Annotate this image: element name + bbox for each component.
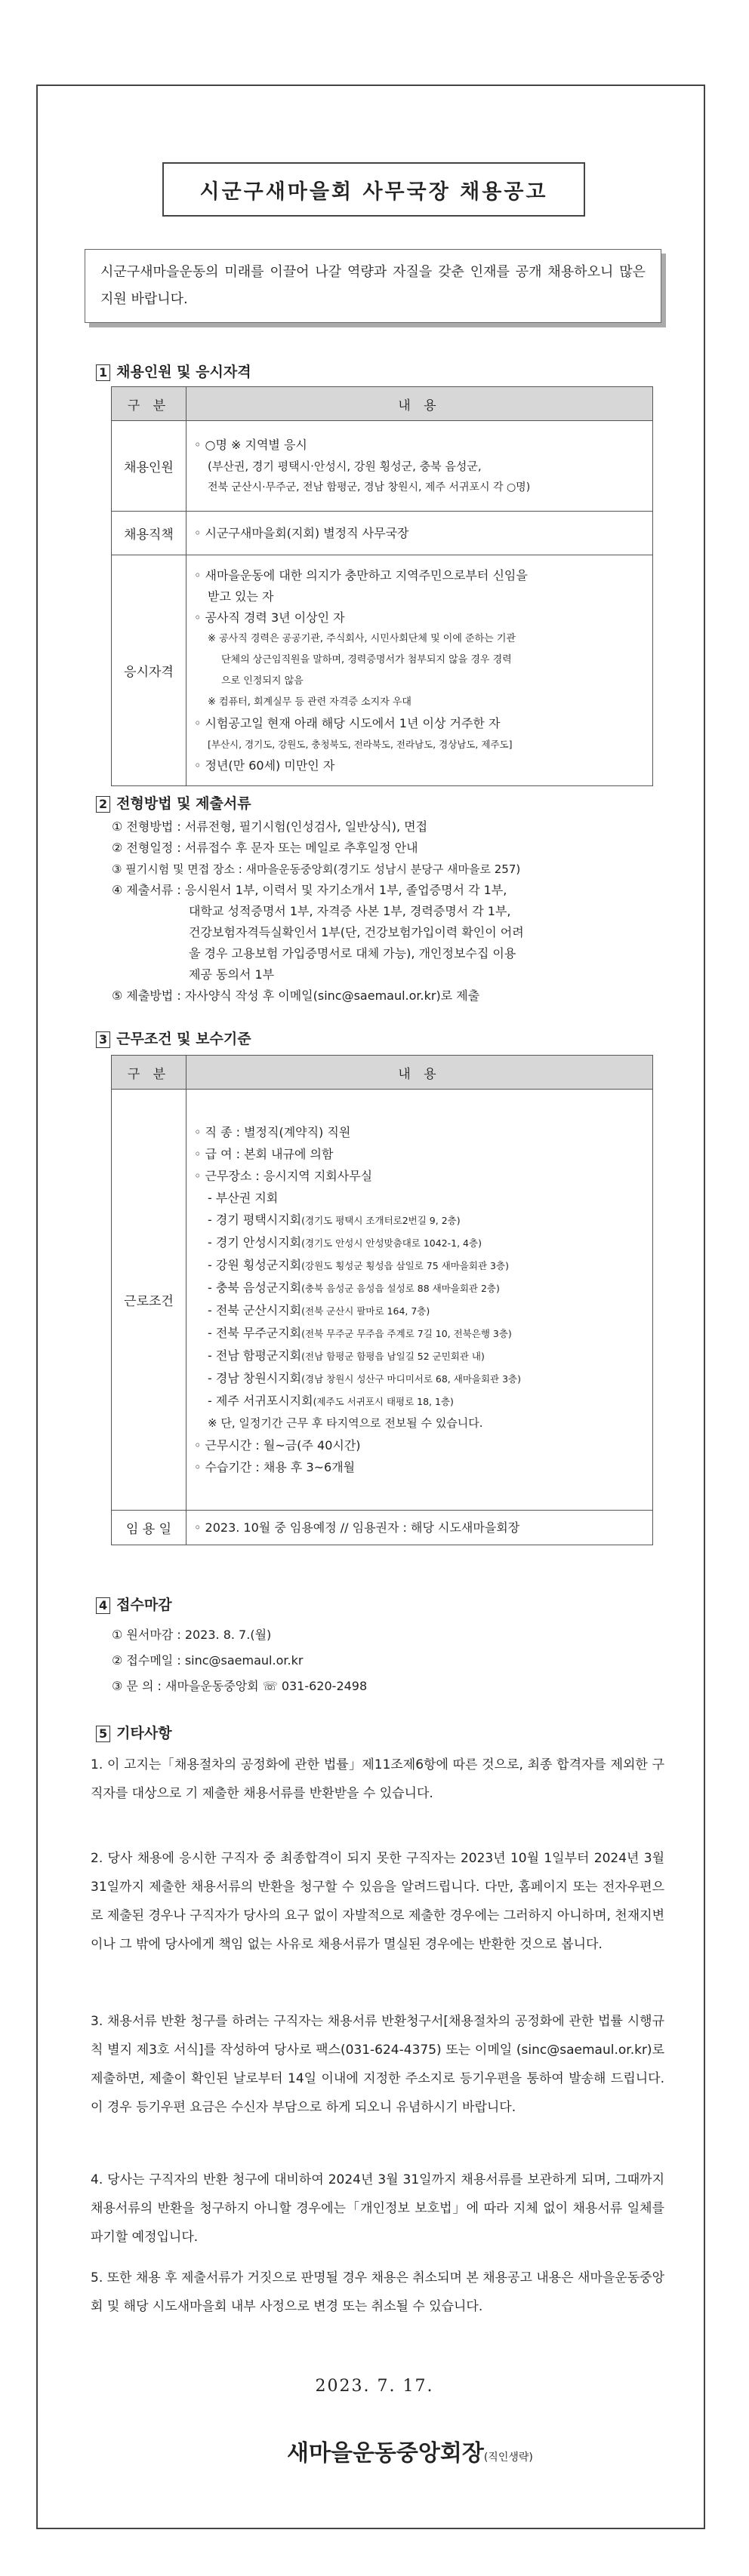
branch-name: - 경기 안성시지회 [208,1235,302,1250]
section-1-title: 채용인원 및 응시자격 [116,364,251,380]
text-line [194,1367,645,1390]
intro-box: 시군구새마을운동의 미래를 이끌어 나갈 역량과 자질을 갖춘 인재를 공개 채용하오니 많은 지원 바랍니다. [85,249,661,323]
text-line [194,1209,645,1231]
text-line: (부산권, 경기 평택시·안성시, 강원 횡성군, 충북 음성군, [208,459,482,473]
note-paragraph: 4. 당사는 구직자의 반환 청구에 대비하여 2024년 3월 31일까지 채용서류를 보관하게 되며, 그때까지 채용서류의 반환을 청구하지 아니할 경우에는「개인정보 보호법」에 따라 지체 없이 채용서류 일체를 파기할 예정입니다. [91,2172,664,2245]
section-3-title: 근무조건 및 보수기준 [116,1031,251,1047]
text-line: ◦ ○명 ※ 지역별 응시 [194,437,307,452]
signer-name: 새마을운동중앙회장 [287,2440,484,2467]
text-line: ◦ 수습기간 : 채용 후 3~6개월 [194,1460,356,1474]
text-line: ◦ 시군구새마을회(지회) 별정직 사무국장 [194,525,409,540]
branch-name: - 경기 평택시지회 [208,1213,302,1227]
note-paragraph: 3. 채용서류 반환 청구를 하려는 구직자는 채용서류 반환청구서[채용절차의 공정화에 관한 법률 시행규칙 별지 제3호 서식]를 작성하여 당사로 팩스(031-624-4375) 또는 이메일 (sinc@saemaul.or.kr)로 제출하면, 제출이 확인된 날로부터 14일 이내에 지정한 주소지로 등기우편을 통하여 발송해 드립니다. 이 경우 등기우편 요금은 수신자 부담으로 하게 되오니 유념하시기 바랍니다. [91,2014,664,2115]
row-content [186,555,653,786]
conditions-table [111,1055,653,1545]
branch-address: (전북 무주군 무주읍 주계로 7길 10, 전북은행 3층) [301,1328,512,1339]
deadline-list [112,1622,655,1699]
text-line: ◦ 정년(만 60세) 미만인 자 [194,758,335,773]
branch-address: (강원도 횡성군 횡성읍 삼일로 75 새마을회관 3층) [301,1260,509,1271]
text-line: ◦ 공사직 경력 3년 이상인 자 [194,610,345,625]
table-row [112,1511,653,1545]
row-label: 채용인원 [112,421,186,512]
section-2-title: 전형방법 및 제출서류 [116,795,251,812]
notice-date: 2023. 7. 17. [315,2377,434,2396]
qualification-table [111,386,653,786]
text-line: ◦ 급 여 : 본회 내규에 의함 [194,1147,334,1161]
section-4-heading [96,1594,172,1614]
branch-name: - 충북 음성군지회 [208,1280,302,1295]
text-line: 받고 있는 자 [208,589,274,604]
section-5-heading [96,1722,172,1742]
branch-name: - 경남 창원시지회 [208,1371,302,1385]
header-category: 구 분 [112,387,186,421]
branch-address: (충북 음성군 음성읍 설성로 88 새마을회관 2층) [301,1283,500,1294]
row-content [186,512,653,555]
header-category: 구 분 [112,1056,186,1090]
table-header-row [112,1056,653,1090]
section-1-heading [96,361,251,381]
section-3-number: 3 [96,1031,110,1048]
row-label: 채용직책 [112,512,186,555]
text-line: ◦ 새마을운동에 대한 의지가 충만하고 지역주민으로부터 신임을 [194,567,528,583]
note-paragraph: 5. 또한 채용 후 제출서류가 거짓으로 판명될 경우 채용은 취소되며 본 채용공고 내용은 새마을운동중앙회 및 해당 시도새마을회 내부 사정으로 변경 또는 취소될 수 있습니다. [91,2270,664,2314]
list-item: ④ 제출서류 : 응시원서 1부, 이력서 및 자기소개서 1부, 졸업증명서 각 1부, [112,883,507,897]
list-item: ③ 문 의 : 새마을운동중앙회 ☏ 031-620-2498 [112,1679,368,1693]
section-2-heading [96,792,251,813]
text-line: ※ 컴퓨터, 회계실무 등 관련 자격증 소지자 우대 [208,696,411,708]
list-item: 대학교 성적증명서 1부, 자격증 사본 1부, 경력증명서 각 1부, [189,904,511,918]
title-box [162,162,585,217]
text-line: 전북 군산시·무주군, 전남 함평군, 경남 창원시, 제주 서귀포시 각 ○명) [208,481,531,493]
list-item: ① 원서마감 : 2023. 8. 7.(월) [112,1628,272,1642]
section-2-number: 2 [96,796,110,813]
branch-address: (전남 함평군 함평읍 남일길 52 군민회관 내) [301,1351,485,1362]
text-line: 단체의 상근임직원을 말하며, 경력증명서가 첨부되지 않을 경우 경력 [221,653,512,666]
list-item: ① 전형방법 : 서류전형, 필기시험(인성검사, 일반상식), 면접 [112,819,428,834]
section-4-title: 접수마감 [116,1597,172,1613]
list-item: ⑤ 제출방법 : 자사양식 작성 후 이메일(sinc@saemaul.or.kr)로 제출 [112,988,480,1003]
text-line: ※ 공사직 경력은 공공기관, 주식회사, 시민사회단체 및 이에 준하는 기관 [208,632,516,644]
branch-name: - 전북 무주군지회 [208,1326,302,1340]
list-item: 울 경우 고용보험 가입증명서로 대체 가능), 개인정보수집 이용 [189,946,516,961]
text-line [194,1299,645,1322]
section-5-number: 5 [96,1726,110,1742]
text-line [194,1345,645,1367]
branch-address: (경기도 안성시 안성맞춤대로 1042-1, 4층) [301,1237,482,1249]
signer [287,2434,533,2467]
row-content [186,1090,653,1511]
text-line [194,1322,645,1345]
table-row [112,421,653,512]
branch-address: (경남 창원시 성산구 마디미서로 68, 새마을회관 3층) [301,1373,521,1385]
list-item: ③ 필기시험 및 면접 장소 : 새마을운동중앙회(경기도 성남시 분당구 새마을로 257) [112,862,521,876]
text-line [194,1390,645,1412]
text-line: ◦ 시험공고일 현재 아래 해당 시도에서 1년 이상 거주한 자 [194,715,501,730]
text-line [194,1231,645,1254]
branch-name: - 전북 군산시지회 [208,1303,302,1317]
text-line [194,1277,645,1299]
note-paragraph: 1. 이 고지는「채용절차의 공정화에 관한 법률」제11조제6항에 따른 것으로, 최종 합격자를 제외한 구직자를 대상으로 기 제출한 채용서류를 반환받을 수 있습니다. [91,1757,664,1801]
table-header-row [112,387,653,421]
text-line: [부산시, 경기도, 강원도, 충청북도, 전라북도, 전라남도, 경상남도, 제주도] [208,738,513,750]
branch-address: (경기도 평택시 조개터로2번길 9, 2층) [301,1215,461,1226]
row-label: 응시자격 [112,555,186,786]
section-5-title: 기타사항 [116,1725,172,1741]
table-row [112,512,653,555]
branch-address: (제주도 서귀포시 태평로 18, 1층) [313,1396,454,1407]
list-item: ② 전형일정 : 서류접수 후 문자 또는 메일로 추후일정 안내 [112,841,418,855]
branch-name: - 강원 횡성군지회 [208,1258,302,1272]
list-item: ② 접수메일 : sinc@saemaul.or.kr [112,1653,304,1668]
row-content [186,421,653,512]
header-content: 내 용 [186,387,653,421]
table-row [112,1090,653,1511]
text-line: 으로 인정되지 않음 [221,675,304,687]
branch-name: - 전남 함평군지회 [208,1348,302,1363]
section-3-heading [96,1028,251,1048]
text-line: ◦ 근무장소 : 응시지역 지회사무실 [194,1169,373,1183]
row-label: 근로조건 [112,1090,186,1511]
table-row [112,555,653,786]
text-line: ◦ 근무시간 : 월~금(주 40시간) [194,1438,361,1452]
screening-list [112,816,655,1007]
row-label: 임 용 일 [112,1511,186,1545]
branch-name: - 제주 서귀포시지회 [208,1394,313,1408]
page-title: 시군구새마을회 사무국장 채용공고 [199,180,548,204]
list-item: 건강보험자격득실확인서 1부(단, 건강보험가입이력 확인이 어려 [189,925,524,939]
header-content: 내 용 [186,1056,653,1090]
branch-address: (전북 군산시 팔마로 164, 7층) [301,1305,430,1317]
section-4-number: 4 [96,1597,110,1614]
list-item: 제공 동의서 1부 [189,967,275,982]
note-paragraph: 2. 당사 채용에 응시한 구직자 중 최종합격이 되지 못한 구직자는 2023년 10월 1일부터 2024년 3월 31일까지 제출한 채용서류의 반환을 청구할 수 있음을 알려드립니다. 다만, 홈페이지 또는 전자우편으로 제출된 경우나 구직자가 당사의 요구 없이 자발적으로 제출한 경우에는 그러하지 아니하며, 천재지변이나 그 밖에 당사에게 책임 없는 사유로 채용서류가 멸실된 경우에는 반환한 것으로 봅니다. [91,1851,664,1952]
text-line [194,1254,645,1277]
text-line: ※ 단, 일정기간 근무 후 타지역으로 전보될 수 있습니다. [208,1416,483,1430]
row-content [186,1511,653,1545]
text-line: ◦ 2023. 10월 중 임용예정 // 임용권자 : 해당 시도새마을회장 [194,1520,520,1535]
section-1-number: 1 [96,364,110,381]
text-line: - 부산권 지회 [208,1191,279,1205]
seal-note: (직인생략) [483,2452,533,2464]
text-line: ◦ 직 종 : 별정직(계약직) 직원 [194,1125,351,1139]
